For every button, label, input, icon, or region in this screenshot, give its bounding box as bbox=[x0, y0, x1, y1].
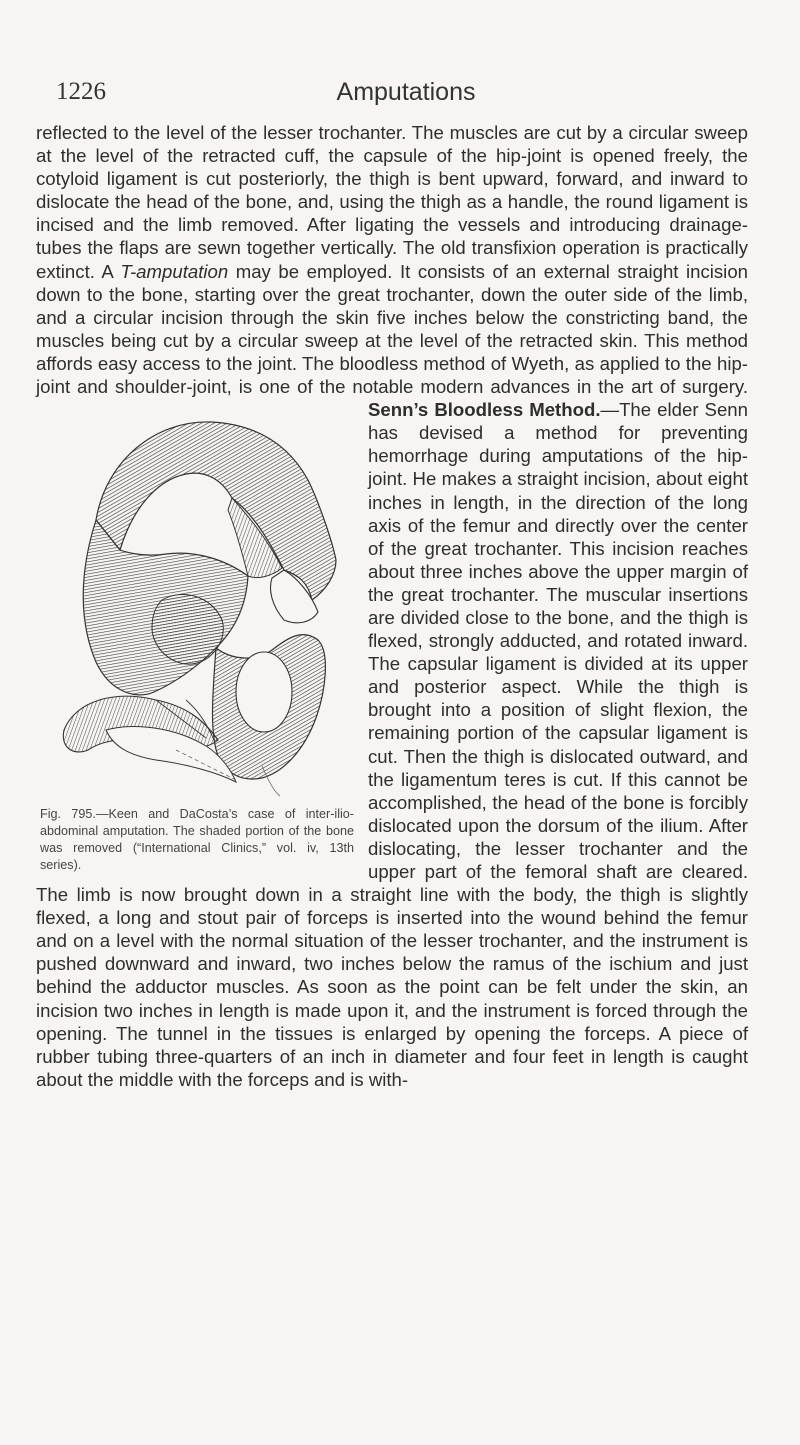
page-header bbox=[56, 74, 756, 114]
paragraph-part: —The elder Senn has devised a method for preventing hemorrhage during amputations of the hip-joint. He makes a straight incision, about eight inches in length, in the direction of the long axis of the femur and directly over the center of the great trochanter. This incision reaches about three inches above the upper margin of the great trochanter. The muscular insertions are divided close to the bone, and the thigh is flexed, strongly adducted, and rotated inward. The capsular ligament is divided at its upper and posterior aspect. While the thigh is brought into a position of slight flexion, the remaining portion of the capsular ligament is cut. Then the thigh is dislocated outward, and the ligamentum teres is cut. If this cannot be accomplished, the head of the bone is forcibly dislocated upon the dorsum of the ilium. After dislocating, the lesser trochanter and the upper part of the femoral shaft are cleared. The limb is now brought down in a straight line with the body, the thigh is slightly flexed, a long and stout pair of forceps is inserted into the wound behind the femur and on a level with the normal situation of the lesser trochanter, and the instrument is pushed downward and inward, two inches below the ramus of the ischium and just behind the adductor muscles. As soon as the point can be felt under the skin, an incision two inches in length is made upon it, and the instrument is forced through the opening. The tunnel in the tissues is enlarged by opening the forceps. A piece of rubber tubing three-quarters of an inch in diameter and four feet in length is caught about the middle with the forceps and is with- bbox=[36, 399, 748, 1090]
pelvis-illustration bbox=[36, 400, 352, 798]
obturator-foramen bbox=[236, 652, 292, 732]
running-title: Amputations bbox=[336, 78, 476, 106]
paragraph-part: may be employed. It consists of an external straight incision down to the bone, starting over the great trochanter, down the outer side of the limb, and a circular incision through the skin five inches below the constricting band, the muscles being cut by a circular sweep at the level of the retracted skin. This method affords easy access to the joint. The bloodless method of Wyeth, as applied to the hip-joint and shoulder-joint, is one of the notable modern advances in the art of surgery. bbox=[36, 260, 748, 398]
page-number: 1226 bbox=[56, 78, 106, 105]
section-heading: Senn’s Bloodless Method. bbox=[368, 399, 601, 421]
figure-caption: Fig. 795.—Keen and DaCosta’s case of inter-ilio-abdominal amputation. The shaded portion of the bone was removed (“International Clinics,” vol. iv, 13th series). bbox=[40, 807, 354, 873]
body-text bbox=[36, 121, 748, 1091]
paragraph-part: reflected to the level of the lesser trochanter. The muscles are cut by a circular sweep at the level of the retracted cuff, the capsule of the hip-joint is opened freely, the cotyloid ligament is cut posteriorly, the thigh is bent upward, forward, and inward to dislocate the head of the bone, and, using the thigh as a handle, the round ligament is incised and the limb removed. After ligating the vessels and introducing drainage-tubes the flaps are sewn together vertically. The old transfixion operation is practically extinct. A bbox=[36, 122, 748, 282]
t-amputation-term: T-amputation bbox=[120, 260, 229, 282]
figure-795 bbox=[36, 400, 356, 874]
page-body bbox=[36, 121, 748, 1091]
